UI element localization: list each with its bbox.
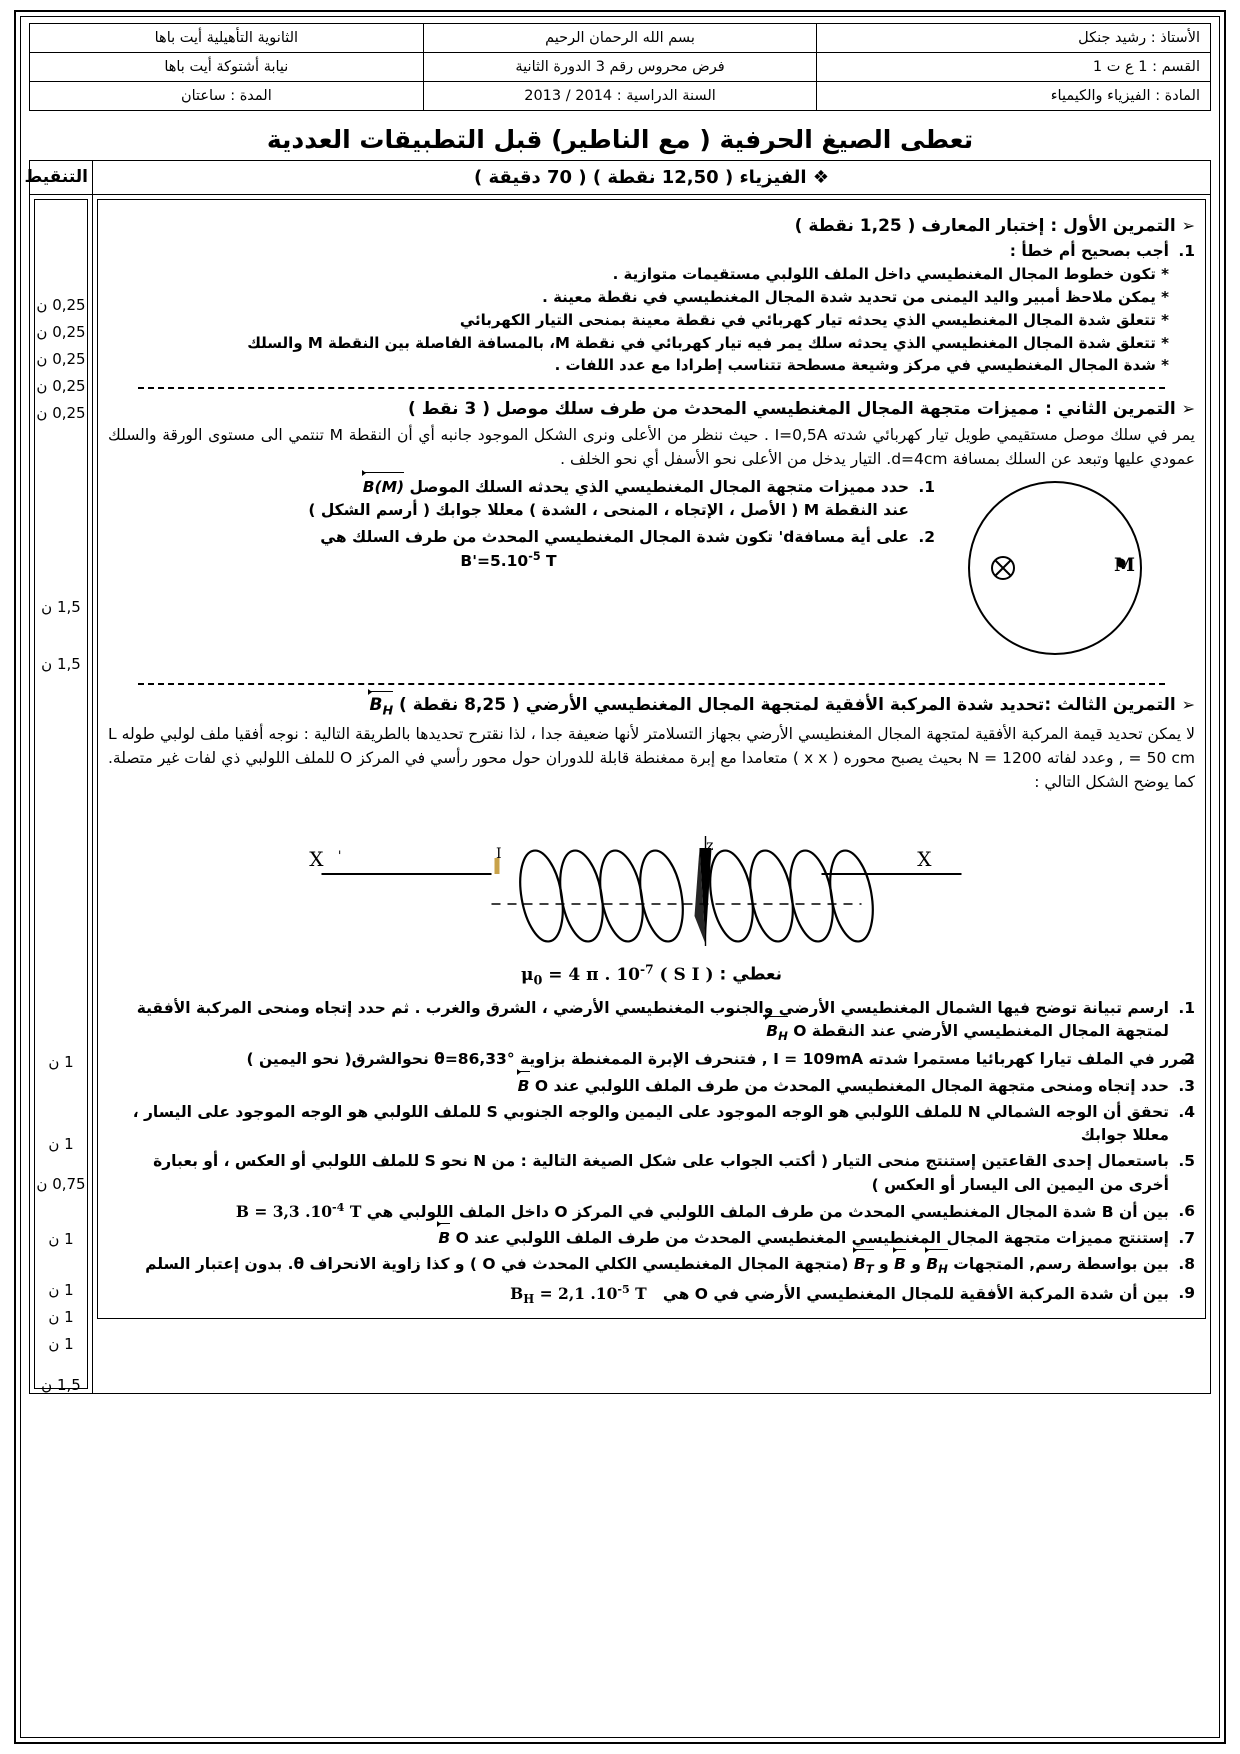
bullet-arrow-icon: ➢ — [1181, 216, 1195, 235]
score-3: 0,25 ن — [36, 350, 86, 368]
score-11: 1 ن — [48, 1230, 74, 1248]
page-outer-border — [14, 10, 1226, 1744]
score-14: 1 ن — [48, 1335, 74, 1353]
svg-text:M: M — [1113, 554, 1135, 577]
svg-text:I: I — [495, 846, 502, 863]
vector-B-q2: B — [518, 1075, 530, 1098]
list-item: * يمكن ملاحظ أمبير واليد اليمنى من تحديد شدة المجال المغنطيسي في نقطة معينة . — [542, 288, 1169, 306]
scores-cell — [30, 195, 93, 1394]
divider-2 — [138, 683, 1165, 685]
score-12: 1 ن — [48, 1281, 74, 1299]
exercise2-title: ➢ التمرين الثاني : مميزات متجهة المجال المغنطيسي المحدث من طرف سلك موصل ( 3 نقط ) — [408, 399, 1195, 419]
bullet-arrow-icon: ➢ — [1181, 399, 1195, 418]
header-school-year: السنة الدراسية : 2014 / 2013 — [423, 82, 817, 111]
exercise1-statements — [108, 264, 1169, 377]
exercise2-intro: يمر في سلك موصل مستقيمي طويل تيار كهربائي شدته I=0,5A . حيث ننظر من الأعلى ونرى الشكل الموجود جانبه أي أن النقطة M تنتمي الى مستوى الورقة والسلك عمودي عليها وتبعد عن السلك بمسافة d=4cm. التيار يدخل من الأعلى نحو الأسفل أي نحو الخلف . — [108, 426, 1195, 469]
score-15: 1,5 ن — [41, 1376, 81, 1394]
header-row — [30, 24, 1211, 53]
page-inner-border — [20, 16, 1220, 1738]
score-6: 1,5 ن — [41, 598, 81, 616]
score-5: 0,25 ن — [36, 404, 86, 422]
score-column-header: التنقيط — [24, 167, 88, 187]
exercise2-q2-formula: $B'=5.10^{-5}$ T — [460, 549, 557, 570]
header-school: الثانوية التأهيلية أيت باها — [30, 24, 424, 53]
list-item: * تتعلق شدة المجال المغنطيسي الذي يحدثه سلك يمر فيه تيار كهربائي في نقطة M، بالمسافة الفاصلة بين النقطة M والسلك — [247, 333, 1169, 352]
score-column-header-cell — [24, 161, 93, 195]
svg-text:X: X — [309, 847, 324, 872]
mu-constant: نعطي : $\mu_0 = 4$ π . $10^{-7}$ ( S I ) — [521, 962, 782, 989]
content-column — [93, 161, 1211, 195]
list-item: * تكون خطوط المجال المغنطيسي داخل الملف اللولبي مستقيمات متوازية . — [612, 265, 1169, 284]
score-2: 0,25 ن — [36, 323, 86, 341]
list-item: * شدة المجال المغنطيسي في مركز وشيعة مسطحة تتناسب إطرادا مع عدد اللفات . — [554, 356, 1169, 375]
exercise1-q1: أجب بصحيح أم خطأ : * تكون خطوط المجال المغنطيسي داخل الملف اللولبي مستقيمات متوازية . * يمكن ملاحظ أمبير واليد اليمنى من تحديد شدة المجال المغنطيسي في نقطة معينة . * تتعلق شدة المجال المغنطيسي الذي يحدثه تيار كهربائي في نقطة معينة بمنحى التيار الكهربائي * تتعلق شدة المجال المغنطيسي الذي يحدثه سلك يمر فيه تيار كهربائي في نقطة M، بالمسافة الفاصلة بين النقطة M والسلك * شدة المجال المغنطيسي في مركز وشيعة مسطحة تتناسب إطرادا مع عدد اللفات . — [108, 240, 1195, 377]
document-header — [29, 23, 1211, 111]
score-13: 1 ن — [48, 1308, 74, 1326]
list-item: * تتعلق شدة المجال المغنطيسي الذي يحدثه تيار كهربائي في نقطة معينة بمنحى التيار الكهربائي — [459, 310, 1169, 329]
exercise3-questions — [108, 997, 1195, 1309]
score-7: 1,5 ن — [41, 655, 81, 673]
score-10: 0,75 ن — [36, 1175, 86, 1193]
scores-box — [34, 199, 88, 1394]
header-subject: المادة : الفيزياء والكيمياء — [817, 82, 1211, 111]
exercise3-q6: إستنتج مميزات متجهة المجال المغنطيسي المغنطيسي المحدث من طرف الملف اللولبي عند O B — [108, 1227, 1195, 1250]
svg-text:X: X — [917, 847, 932, 872]
vector-BT-q7: $B_T$ — [854, 1253, 874, 1279]
solenoid-figure — [108, 796, 1195, 956]
exercise3-title: ➢ التمرين الثالث :تحديد شدة المركبة الأفقية لمتجهة المجال المغنطيسي الأرضي ( 8,25 نقطة ) $B_H$ — [369, 695, 1195, 719]
header-exam-name: فرض محروس رقم 3 الدورة الثانية — [423, 53, 817, 82]
exercise2-q1: حدد مميزات متجهة المجال المغنطيسي الذي يحدثه السلك الموصل B(M) عند النقطة M ( الأصل ، الإتجاه ، المنحى ، الشدة ) معللا جوابك ( أرسم الشكل ) — [108, 476, 935, 523]
header-table — [29, 23, 1211, 111]
exercise3-q8: بين أن شدة المركبة الأفقية للمجال المغنطيسي الأرضي في O هي $B_H = 2,1$ $.10^{-5}$ T — [510, 1282, 1169, 1307]
score-1: 0,25 ن — [36, 296, 86, 314]
svg-text:': ' — [337, 849, 342, 865]
header-row — [30, 82, 1211, 111]
header-class: القسم : 1 ع ت 1 — [817, 53, 1211, 82]
header-basmala: بسم الله الرحمان الرحيم — [423, 24, 817, 53]
vector-BH-q1: $B_H$ — [766, 1020, 788, 1046]
score-9: 1 ن — [48, 1135, 74, 1153]
exercise3-q2: حدد إتجاه ومنحى متجهة المجال المغنطيسي المحدث من طرف الملف اللولبي عند O B — [108, 1075, 1195, 1098]
header-duration: المدة : ساعتان — [30, 82, 424, 111]
solenoid-svg — [108, 796, 1195, 956]
exercise2-questions-wrap — [108, 473, 935, 576]
exercise3-q2-preamble: نمرر في الملف تيارا كهربائيا مستمرا شدته I = 109mA , فتنحرف الإبرة الممغنطة بزاوية θ=86,33° نحوالشرق( نحو اليمين ) — [246, 1050, 1195, 1069]
exam-table — [24, 160, 1211, 1394]
footer-space — [29, 1394, 1211, 1544]
vector-B-q6: B — [438, 1227, 450, 1250]
svg-text:z: z — [706, 838, 714, 855]
exercise1-questions — [108, 240, 1195, 377]
vector-B-q7: B — [894, 1253, 906, 1276]
wire-field-svg — [945, 473, 1195, 673]
exercise3-q3: تحقق أن الوجه الشمالي N للملف اللولبي هو الوجه الموجود على اليمين والوجه الجنوبي S للملف اللولبي هو الوجه الموجود على اليسار ، معللا جوابك — [132, 1102, 1169, 1145]
vector-B-M: B(M) — [363, 476, 404, 499]
exercise3-q7: بين بواسطة رسم, المتجهات $B_H$ و B و $B_T$ (متجهة المجال المغنطيسي الكلي المحدث في O ) و كذا زاوية الانحراف θ. بدون إعتبار السلم — [108, 1253, 1195, 1279]
score-4: 0,25 ن — [36, 377, 86, 395]
vector-BH-q7: $B_H$ — [926, 1253, 948, 1279]
exercise3-q4: باستعمال إحدى القاعتين إستنتج منحى التيار ( أكتب الجواب على شكل الصيغة التالية : من N نحو S للملف اللولبي أو العكس ، أو بعبارة أخرى من اليمين الى اليسار أو العكس ) — [153, 1152, 1169, 1194]
exercises-cell — [93, 195, 1211, 1394]
divider-1 — [138, 387, 1165, 389]
exercise1-title: ➢ التمرين الأول : إختبار المعارف ( 1,25 نقطة ) — [794, 216, 1195, 236]
page-title: تعطى الصيغ الحرفية ( مع الناطير) قبل التطبيقات العددية — [266, 125, 974, 154]
score-8: 1 ن — [48, 1053, 74, 1071]
exercise3-intro: لا يمكن تحديد قيمة المركبة الأفقية لمتجهة المجال المغنطيسي الأرضي بجهاز التسلامتر لأنها ضعيفة جدا ، لذا نقترح تحديدها بالطريقة التالية : نوجه أفقيا ملف لولبي طوله L = 50 cm , وعدد لفاته N = 1200 بحيث يصبح محوره ( x x ) متعامدا مع إبرة ممغنطة قابلة للدوران حول محور رأسي في المركز O للملف اللولبي ذي لفات غير متصلة. كما يوضح الشكل التالي : — [108, 725, 1196, 792]
vector-BH-title: $B_H$ — [369, 695, 394, 719]
exercise3-q1: ارسم تبيانة توضح فيها الشمال المغنطيسي الأرضي والجنوب المغنطيسي الأرضي ، الشرق والغرب . ثم حدد إتجاه ومنحى المركبة الأفقية لمتجهة المجال المغنطيسي الأرضي عند النقطة O $B_H$ — [108, 997, 1195, 1046]
exercise2-figure-row — [108, 473, 1195, 673]
header-teacher: الأستاذ : رشيد جنكل — [817, 24, 1211, 53]
header-row — [30, 53, 1211, 82]
exercise2-q1-line2: عند النقطة M ( الأصل ، الإتجاه ، المنحى ، الشدة ) معللا جوابك ( أرسم الشكل ) — [308, 501, 909, 520]
exercise2-questions — [108, 476, 935, 573]
wire-field-figure — [945, 473, 1195, 673]
bullet-arrow-icon: ➢ — [1181, 695, 1195, 715]
exercises-box — [97, 199, 1206, 1319]
exercise3-q5: بين أن B شدة المجال المغنطيسي المحدث من طرف الملف اللولبي في المركز O داخل الملف اللولبي هي B = 3,3 $.10^{-4}$ T — [235, 1200, 1169, 1221]
section-header-physics: ❖ الفيزياء ( 12,50 نقطة ) ( 70 دقيقة ) — [473, 167, 829, 188]
exercise2-q2: على أية مسافةd' تكون شدة المجال المغنطيسي المحدث من طرف السلك هي $B'=5.10^{-5}$ T — [108, 526, 935, 574]
header-delegation: نيابة أشتوكة أيت باها — [30, 53, 424, 82]
